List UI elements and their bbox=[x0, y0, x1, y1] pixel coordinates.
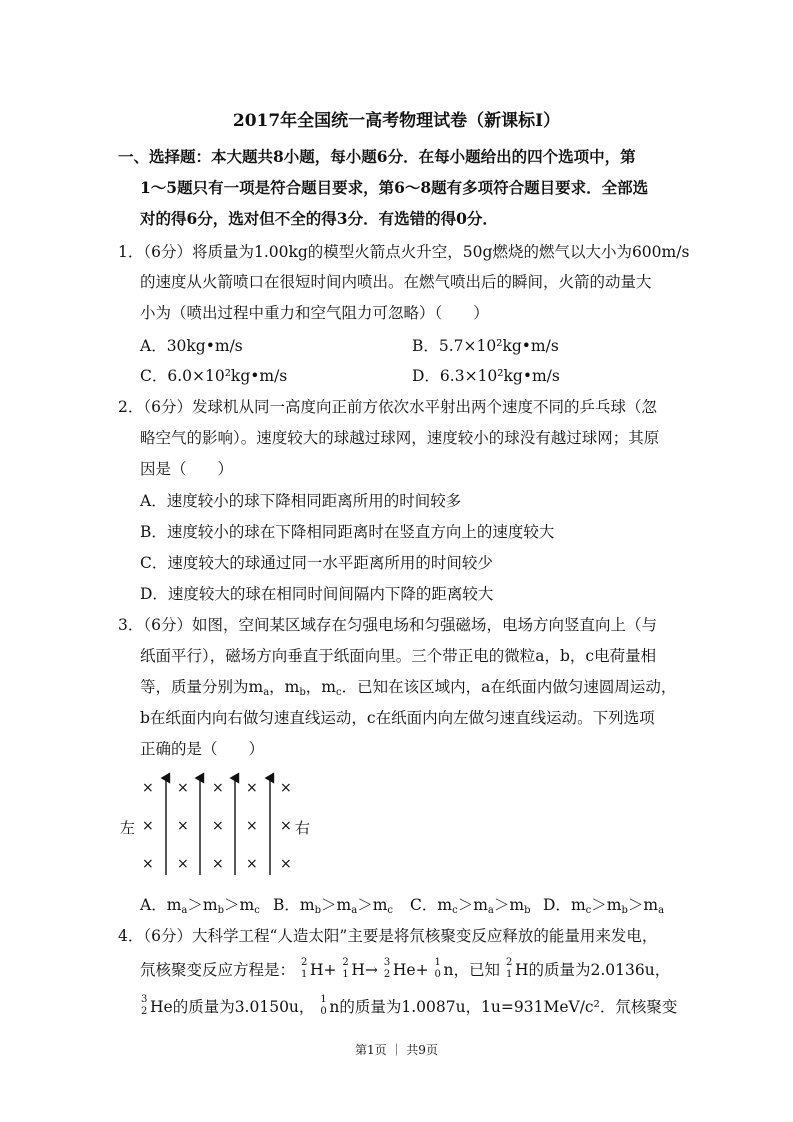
q2-stem-line-3: 因是（ ） bbox=[140, 460, 234, 478]
q3-stem-line-4: b在纸面内向右做匀速直线运动，c在纸面内向左做匀速直线运动。下列选项 bbox=[140, 709, 655, 727]
page-footer: 第1页 ｜ 共9页 bbox=[355, 1043, 438, 1057]
q1-stem-line-1: 1．（6分）将质量为1.00kg的模型火箭点火升空，50g燃烧的燃气以大小为600m/s bbox=[118, 243, 690, 261]
q1-stem-line-3: 小为（喷出过程中重力和空气阻力可忽略）（ ） bbox=[140, 304, 489, 322]
field-diagram bbox=[118, 770, 328, 880]
nuclide-notation: 1 0 bbox=[434, 957, 441, 980]
page-title: 2017年全国统一高考物理试卷（新课标Ⅰ） bbox=[232, 111, 561, 131]
q3-stem-line-2: 纸面平行），磁场方向垂直于纸面向里。三个带正电的微粒a，b，c电荷量相 bbox=[140, 647, 657, 665]
section-heading-line-2: 1～5题只有一项是符合题目要求，第6～8题有多项符合题目要求．全部选 bbox=[140, 178, 649, 197]
section-heading-line-3: 对的得6分，选对但不全的得3分．有选错的得0分． bbox=[140, 209, 498, 228]
magnetic-field-cross: × bbox=[142, 856, 154, 872]
q3-option-b: B．$m_b>m_a>m_c$ bbox=[273, 896, 394, 916]
label-right: 右 bbox=[295, 819, 311, 837]
q4-stem-line-3: 3 2 He的质量为3.0150u， 1 0 n的质量为1.0087u，1u=931MeV/c²．氘核聚变 bbox=[141, 994, 678, 1017]
q2-option-c: C．速度较大的球通过同一水平距离所用的时间较少 bbox=[140, 554, 493, 572]
q3-option-d: D．$m_c>m_b>m_a$ bbox=[543, 896, 665, 916]
q1-option-b: B．5.7×10²kg•m/s bbox=[412, 337, 559, 355]
nuclide-notation: 2 1 bbox=[342, 957, 349, 980]
nuclide-notation: 3 2 bbox=[141, 994, 148, 1017]
section-heading-line-1: 一、选择题：本大题共8小题，每小题6分．在每小题给出的四个选项中，第 bbox=[118, 147, 636, 166]
magnetic-field-cross: × bbox=[212, 780, 224, 796]
magnetic-field-cross: × bbox=[246, 856, 258, 872]
q1-option-d: D．6.3×10²kg•m/s bbox=[412, 367, 560, 385]
magnetic-field-cross: × bbox=[212, 818, 224, 834]
q4-stem-line-1: 4．（6分）大科学工程“人造太阳”主要是将氘核聚变反应释放的能量用来发电， bbox=[118, 927, 658, 945]
q3-stem-line-3: 等，质量分别为$m_a$，$m_b$，$m_c$．已知在该区域内，a在纸面内做匀速圆周运动， bbox=[140, 678, 677, 698]
q2-stem-line-2: 略空气的影响）。速度较大的球越过球网，速度较小的球没有越过球网；其原 bbox=[140, 429, 660, 447]
magnetic-field-cross: × bbox=[142, 818, 154, 834]
q2-stem-line-1: 2．（6分）发球机从同一高度向正前方依次水平射出两个速度不同的乒乓球（忽 bbox=[118, 398, 657, 416]
q4-equation-line: 氘核聚变反应方程是： 2 1 H+ 2 1 H→ 3 2 He+ 1 0 n，已知 2 1 H的质量为2.0136u， bbox=[140, 957, 671, 980]
q3-stem-line-5: 正确的是（ ） bbox=[140, 740, 265, 758]
label-left: 左 bbox=[120, 819, 136, 837]
nuclide-notation: 1 0 bbox=[320, 994, 327, 1017]
nuclide-notation: 2 1 bbox=[505, 957, 513, 980]
q3-option-a: A．$m_a>m_b>m_c$ bbox=[140, 896, 260, 916]
magnetic-field-cross: × bbox=[142, 780, 154, 796]
magnetic-field-cross: × bbox=[280, 780, 292, 796]
q1-option-c: C．6.0×10²kg•m/s bbox=[140, 367, 288, 385]
magnetic-field-cross: × bbox=[177, 780, 189, 796]
q2-option-d: D．速度较大的球在相同时间间隔内下降的距离较大 bbox=[140, 585, 494, 603]
q3-stem-line-1: 3．（6分）如图，空间某区域存在匀强电场和匀强磁场，电场方向竖直向上（与 bbox=[118, 616, 657, 634]
magnetic-field-cross: × bbox=[177, 818, 189, 834]
magnetic-field-cross: × bbox=[246, 818, 258, 834]
nuclide-notation: 2 1 bbox=[300, 957, 308, 980]
magnetic-field-cross: × bbox=[177, 856, 189, 872]
magnetic-field-cross: × bbox=[246, 780, 258, 796]
magnetic-field-cross: × bbox=[280, 856, 292, 872]
q2-option-a: A．速度较小的球下降相同距离所用的时间较多 bbox=[140, 492, 462, 510]
q2-option-b: B．速度较小的球在下降相同距离时在竖直方向上的速度较大 bbox=[140, 523, 555, 541]
nuclide-notation: 3 2 bbox=[383, 957, 391, 980]
magnetic-field-cross: × bbox=[212, 856, 224, 872]
magnetic-field-cross: × bbox=[280, 818, 292, 834]
q1-stem-line-2: 的速度从火箭喷口在很短时间内喷出。在燃气喷出后的瞬间，火箭的动量大 bbox=[140, 273, 652, 291]
q3-option-c: C．$m_c>m_a>m_b$ bbox=[410, 896, 531, 916]
q1-option-a: A．30kg•m/s bbox=[140, 337, 243, 355]
